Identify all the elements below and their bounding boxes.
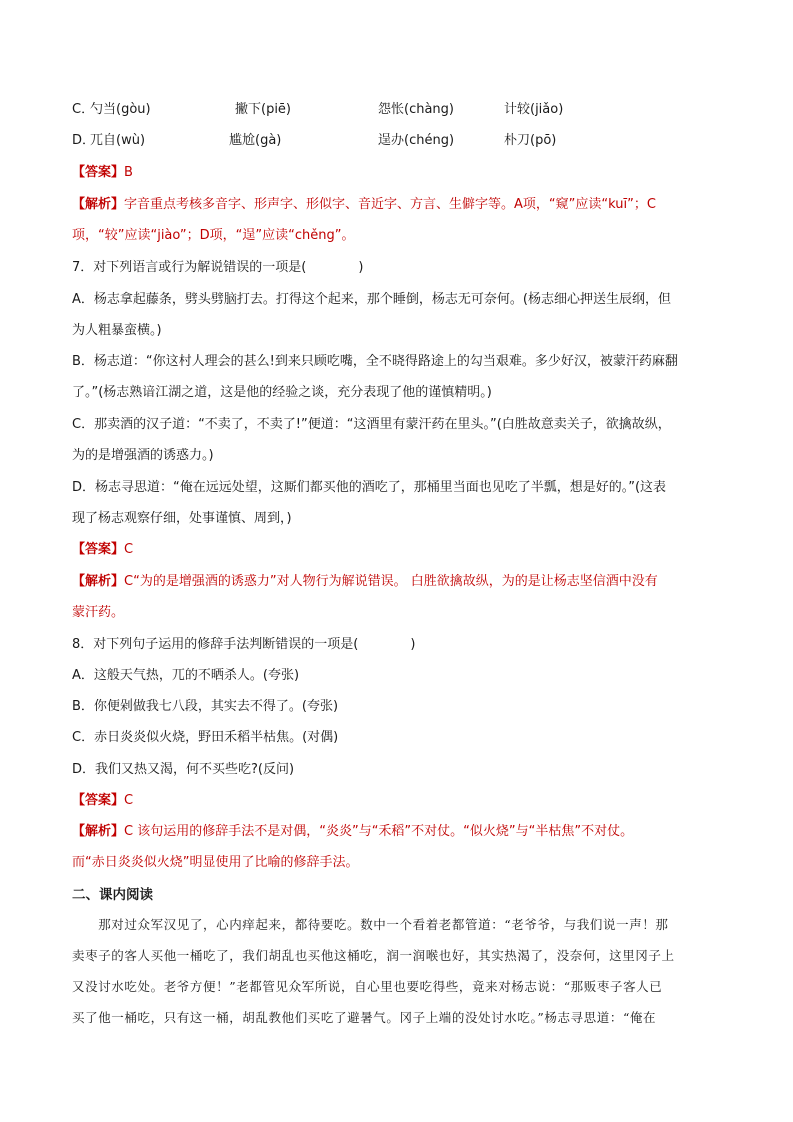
analysis-tag: 【解析】 [72, 574, 125, 589]
q7-option-b-cont: 了。”(杨志熟谙江湖之道，这是他的经验之谈，充分表现了他的谨慎精明。) [72, 385, 492, 400]
answer-tag: 【答案】 [72, 165, 125, 180]
analysis-text: C 该句运用的修辞手法不是对偶，“炎炎”与“禾稻”不对仗。“似火烧”与“半枯焦”不对仗。 [124, 824, 634, 839]
analysis-tag: 【解析】 [72, 197, 125, 212]
q8-option-c: C．赤日炎炎似火烧，野田禾稻半枯焦。(对偶) [72, 730, 339, 745]
q8-stem: 8．对下列句子运用的修辞手法判断错误的一项是( ) [72, 637, 416, 652]
passage-line: 卖枣子的客人买他一桶吃了，我们胡乱也买他这桶吃，润一润喉也好，其实热渴了，没奈何，这里冈子上 [72, 948, 675, 963]
answer-value: C [124, 542, 134, 557]
analysis-text: C“为的是增强酒的诱惑力”对人物行为解说错误。 白胜欲擒故纵，为的是让杨志坚信酒中没有 [124, 574, 658, 589]
q8-option-b: B．你便剁做我七八段，其实去不得了。(夸张) [72, 699, 339, 714]
q7-option-b: B．杨志道：“你这村人理会的甚么!到来只顾吃嘴，全不晓得路途上的勾当艰难。多少好汉，被蒙汗药麻翻 [72, 354, 678, 369]
q8-answer [72, 791, 133, 811]
q6-analysis-line2: 项，“较”应读“jiào”；D项，“逞”应读“chěng”。 [72, 228, 355, 243]
option-item: 逞办(chéng) [378, 133, 455, 148]
q7-stem: 7．对下列语言或行为解说错误的一项是( ) [72, 260, 364, 275]
option-item: 撇下(piē) [235, 102, 292, 117]
q6-answer [72, 163, 133, 183]
option-item: 计较(jiǎo) [504, 102, 564, 117]
answer-tag: 【答案】 [72, 542, 125, 557]
q8-analysis-line2: 而“赤日炎炎似火烧”明显使用了比喻的修辞手法。 [72, 855, 359, 870]
passage-line: 又没讨水吃处。老爷方便！”老都管见众军所说，自心里也要吃得些，竟来对杨志说：“那贩枣子客人已 [72, 979, 663, 994]
passage-line: 那对过众军汉见了，心内痒起来，都待要吃。数中一个看着老都管道：“老爷爷，与我们说一声！那 [72, 917, 669, 932]
option-item: 尴尬(gà) [229, 133, 282, 148]
analysis-tag: 【解析】 [72, 824, 125, 839]
q6-analysis-line1 [72, 195, 656, 215]
answer-value: B [124, 165, 133, 180]
option-letter: D． [72, 133, 96, 148]
analysis-text: 字音重点考核多音字、形声字、形似字、音近字、方言、生僻字等。A项，“窥”应读“kuī”；C [124, 197, 656, 212]
q7-analysis-line1 [72, 572, 658, 592]
option-item: 朴刀(pō) [504, 133, 557, 148]
option-item: 兀自(wù) [90, 133, 146, 148]
section-heading: 二、课内阅读 [72, 887, 153, 903]
option-item: 勺当(gòu) [90, 102, 151, 117]
q8-option-a: A．这般天气热，兀的不晒杀人。(夸张) [72, 668, 300, 683]
passage-line: 买了他一桶吃，只有这一桶，胡乱教他们买吃了避暑气。冈子上端的没处讨水吃。”杨志寻思道：“俺在 [72, 1010, 657, 1025]
q7-analysis-line2: 蒙汗药。 [72, 605, 125, 620]
q8-option-d: D．我们又热又渴，何不买些吃?(反问) [72, 762, 295, 777]
q7-option-a: A．杨志拿起藤条，劈头劈脑打去。打得这个起来，那个睡倒，杨志无可奈何。(杨志细心押送生辰纲，但 [72, 292, 671, 307]
q7-option-d: D．杨志寻思道：“俺在远远处望，这厮们都买他的酒吃了，那桶里当面也见吃了半瓢，想是好的。”(这表 [72, 480, 667, 495]
q8-analysis-line1 [72, 822, 633, 842]
q7-answer [72, 540, 133, 560]
option-letter: C． [72, 102, 95, 117]
q7-option-c: C．那卖酒的汉子道：“不卖了，不卖了!”便道：“这酒里有蒙汗药在里头。”(白胜故意卖关子，欲擒故纵， [72, 417, 671, 432]
q7-option-c-cont: 为的是增强酒的诱惑力。) [72, 448, 214, 463]
answer-tag: 【答案】 [72, 793, 125, 808]
q7-option-a-cont: 为人粗暴蛮横。) [72, 323, 162, 338]
option-item: 怨怅(chàng) [378, 102, 454, 117]
answer-value: C [124, 793, 134, 808]
q7-option-d-cont: 现了杨志观察仔细，处事谨慎、周到，) [72, 511, 292, 526]
